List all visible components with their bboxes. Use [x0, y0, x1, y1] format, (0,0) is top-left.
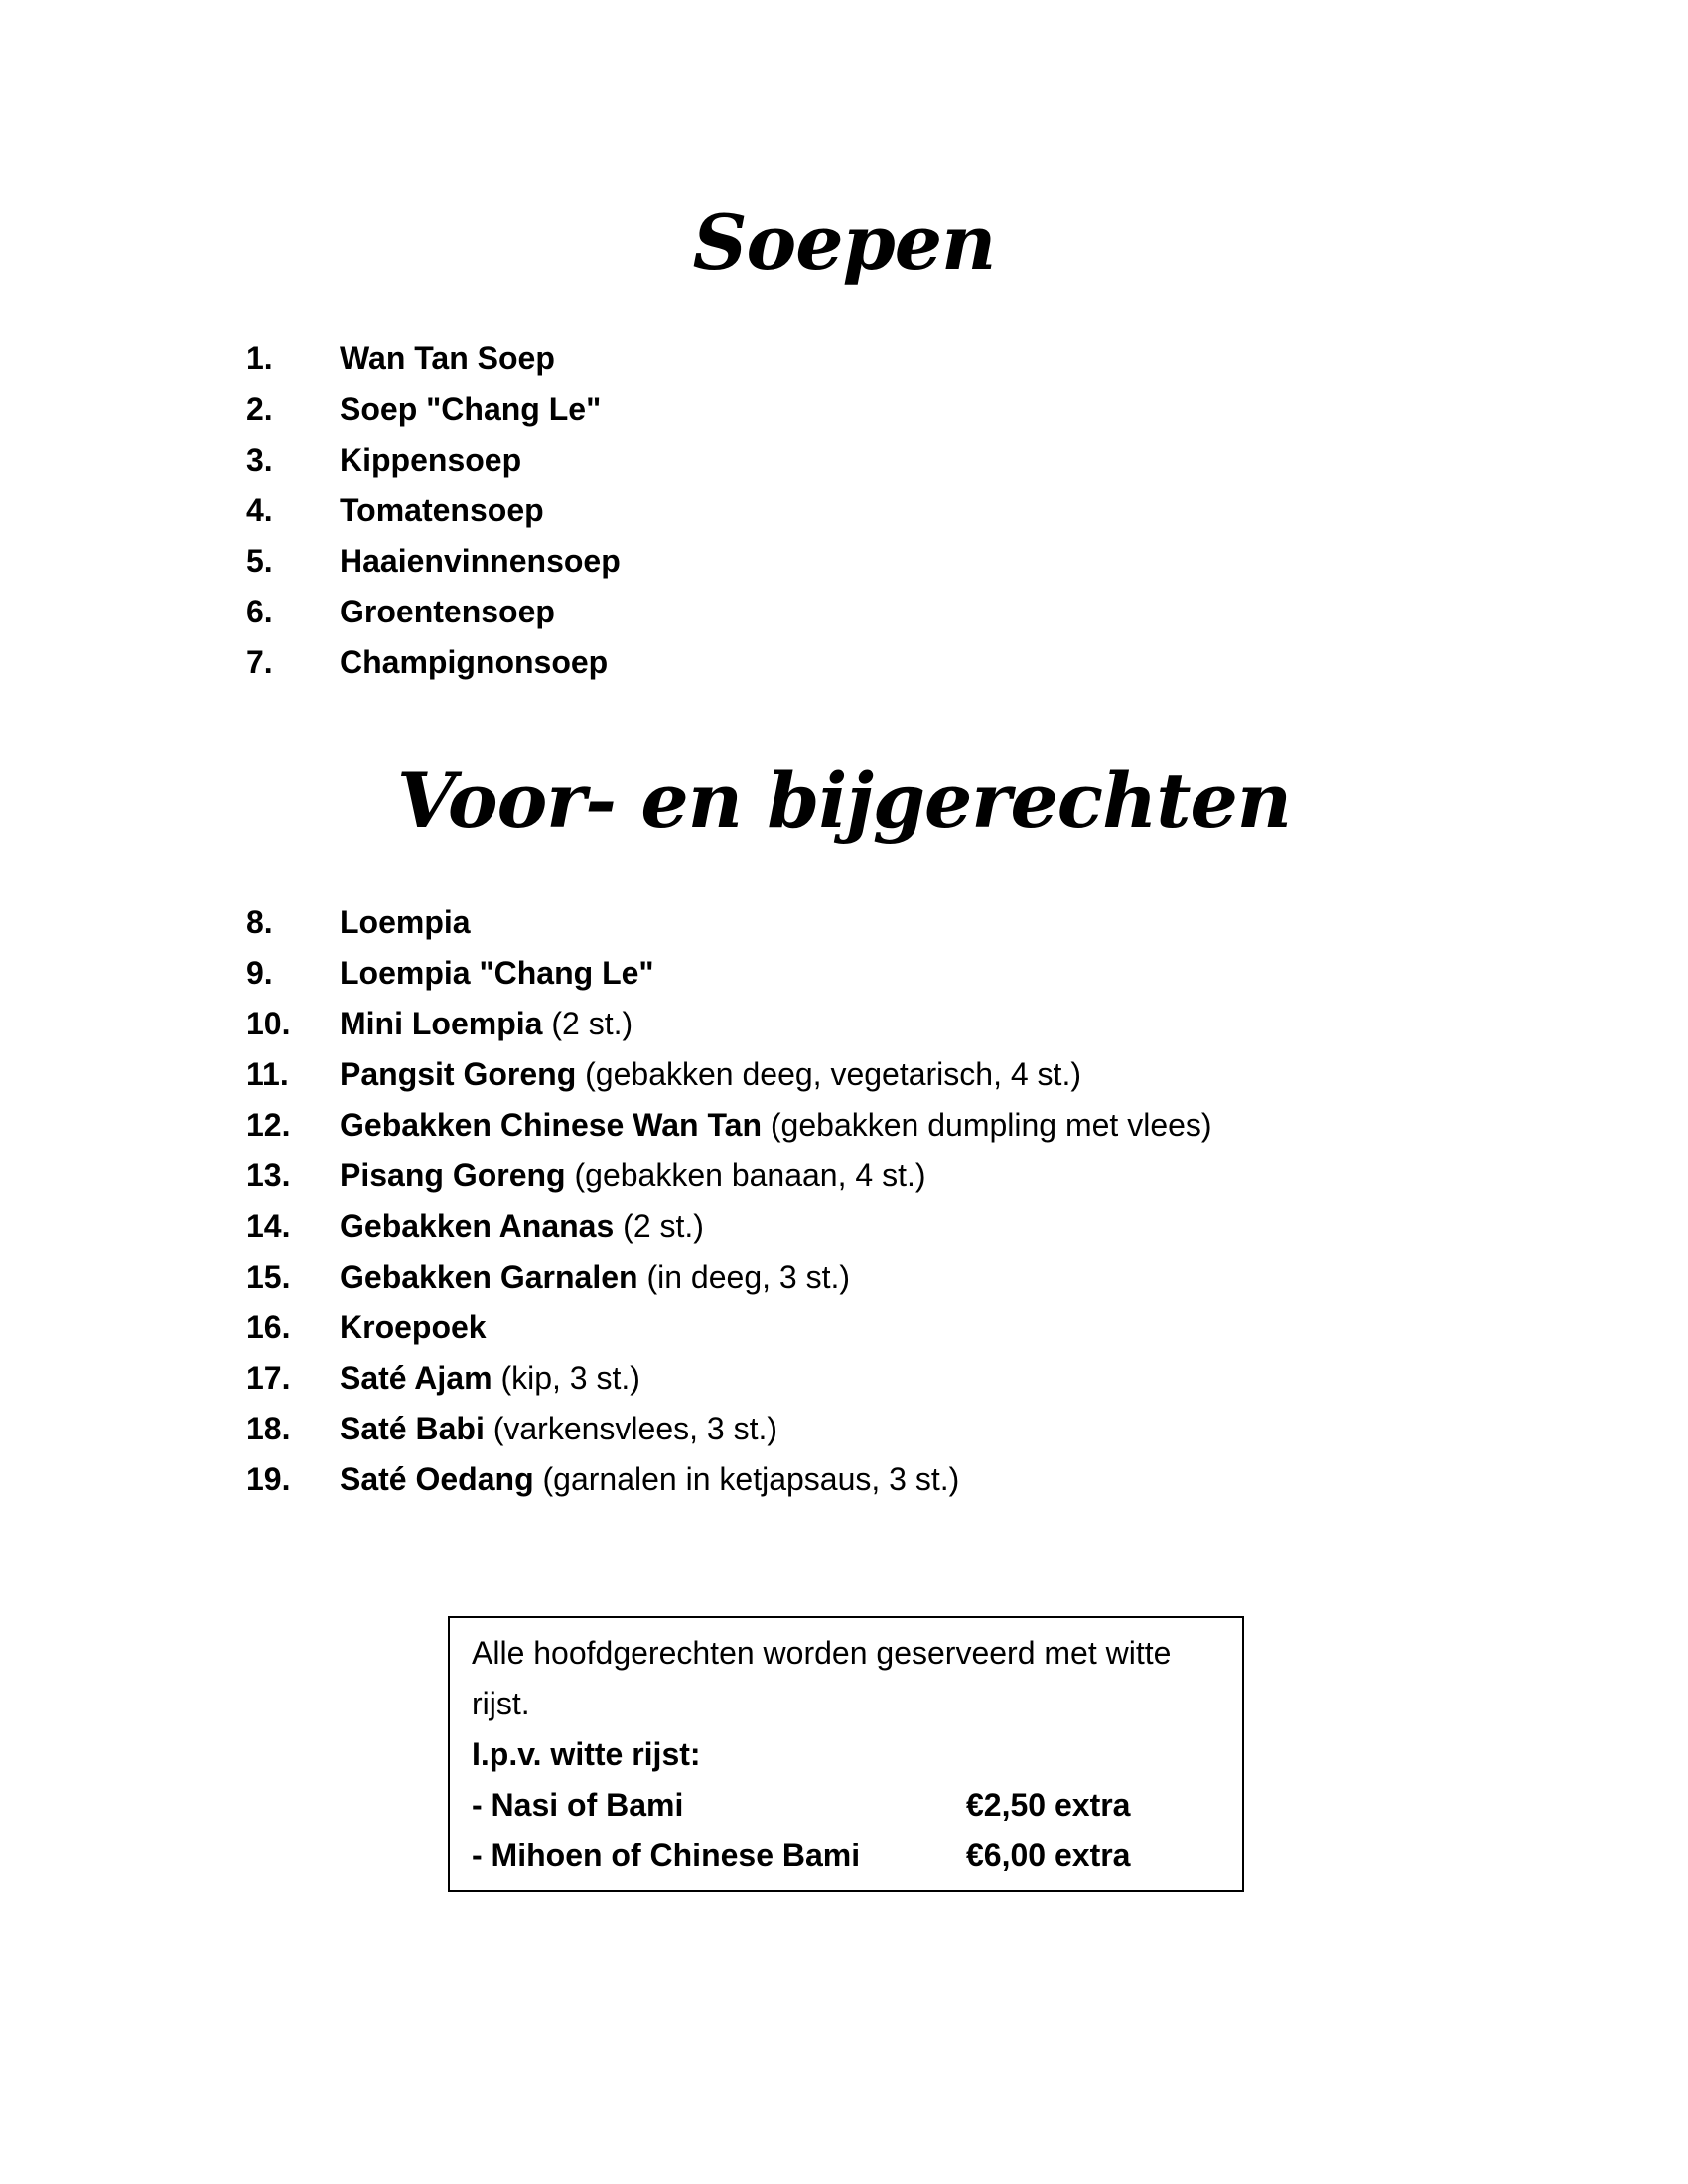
menu-item [246, 948, 1212, 999]
menu-item-name: Kippensoep [340, 442, 522, 478]
menu-item-description: (2 st.) [551, 1006, 633, 1041]
menu-item-description: (kip, 3 st.) [500, 1360, 640, 1396]
menu-item-description: (gebakken dumpling met vlees) [770, 1107, 1212, 1143]
menu-item-description: (garnalen in ketjapsaus, 3 st.) [542, 1461, 960, 1497]
menu-item-number: 14. [246, 1208, 291, 1244]
menu-item-name: Groentensoep [340, 594, 555, 629]
menu-item-number: 13. [246, 1158, 291, 1193]
rice-option-label: - Nasi of Bami [472, 1787, 684, 1823]
menu-item-name: Pangsit Goreng [340, 1056, 577, 1092]
menu-item-name: Champignonsoep [340, 644, 609, 680]
menu-item [246, 999, 1212, 1049]
menu-item-name: Pisang Goreng [340, 1158, 566, 1193]
menu-item-description: (2 st.) [623, 1208, 704, 1244]
section-title-soepen: Soepen [692, 199, 996, 287]
menu-item [246, 1151, 1212, 1201]
menu-item-number: 9. [246, 955, 273, 991]
rice-option-price: €2,50 extra [966, 1787, 1131, 1823]
menu-list-voorgerechten [246, 897, 1212, 1505]
menu-item [246, 1049, 1212, 1100]
menu-item-name: Gebakken Garnalen [340, 1259, 638, 1295]
menu-item-name: Mini Loempia [340, 1006, 543, 1041]
menu-item [246, 1252, 1212, 1302]
menu-item-name: Gebakken Chinese Wan Tan [340, 1107, 762, 1143]
menu-item [246, 334, 621, 384]
info-subtitle: I.p.v. witte rijst: [472, 1736, 701, 1772]
menu-item-number: 3. [246, 442, 273, 478]
menu-item-number: 17. [246, 1360, 291, 1396]
menu-item-number: 18. [246, 1411, 291, 1446]
menu-item [246, 485, 621, 536]
menu-item [246, 1353, 1212, 1404]
menu-item [246, 435, 621, 485]
menu-item-number: 4. [246, 492, 273, 528]
menu-item [246, 637, 621, 688]
menu-item [246, 587, 621, 637]
menu-item-number: 5. [246, 543, 273, 579]
menu-item-number: 7. [246, 644, 273, 680]
rice-option-row [472, 1780, 1242, 1831]
menu-item [246, 897, 1212, 948]
menu-item [246, 536, 621, 587]
menu-item-name: Saté Babi [340, 1411, 485, 1446]
menu-item-name: Tomatensoep [340, 492, 544, 528]
menu-item-number: 10. [246, 1006, 291, 1041]
rice-option-price: €6,00 extra [966, 1838, 1131, 1873]
menu-item-number: 19. [246, 1461, 291, 1497]
menu-item-name: Wan Tan Soep [340, 341, 555, 376]
menu-item-name: Soep "Chang Le" [340, 391, 602, 427]
menu-item-number: 8. [246, 904, 273, 940]
rice-option-row [472, 1831, 1242, 1881]
menu-item-name: Haaienvinnensoep [340, 543, 621, 579]
rice-option-label: - Mihoen of Chinese Bami [472, 1838, 861, 1873]
rice-info-box [448, 1616, 1244, 1892]
info-intro-text: Alle hoofdgerechten worden geserveerd met witte rijst. [472, 1635, 1172, 1721]
menu-item-name: Saté Oedang [340, 1461, 534, 1497]
menu-item-number: 6. [246, 594, 273, 629]
menu-item [246, 1302, 1212, 1353]
menu-item-number: 16. [246, 1309, 291, 1345]
menu-item [246, 1404, 1212, 1454]
menu-item [246, 1100, 1212, 1151]
menu-item [246, 1454, 1212, 1505]
menu-item-number: 11. [246, 1056, 289, 1092]
section-title-voorgerechten: Voor- en bijgerechten [396, 756, 1292, 845]
menu-item-name: Gebakken Ananas [340, 1208, 615, 1244]
menu-item-description: (varkensvlees, 3 st.) [492, 1411, 778, 1446]
menu-item [246, 1201, 1212, 1252]
menu-item-description: (gebakken banaan, 4 st.) [574, 1158, 926, 1193]
menu-item-description: (in deeg, 3 st.) [646, 1259, 851, 1295]
menu-item-number: 2. [246, 391, 273, 427]
menu-item-number: 12. [246, 1107, 291, 1143]
menu-item-name: Kroepoek [340, 1309, 487, 1345]
menu-item-name: Loempia [340, 904, 471, 940]
menu-item-number: 15. [246, 1259, 291, 1295]
menu-item-number: 1. [246, 341, 273, 376]
menu-list-soepen [246, 334, 621, 688]
menu-item [246, 384, 621, 435]
menu-item-description: (gebakken deeg, vegetarisch, 4 st.) [585, 1056, 1081, 1092]
menu-item-name: Loempia "Chang Le" [340, 955, 654, 991]
menu-item-name: Saté Ajam [340, 1360, 492, 1396]
